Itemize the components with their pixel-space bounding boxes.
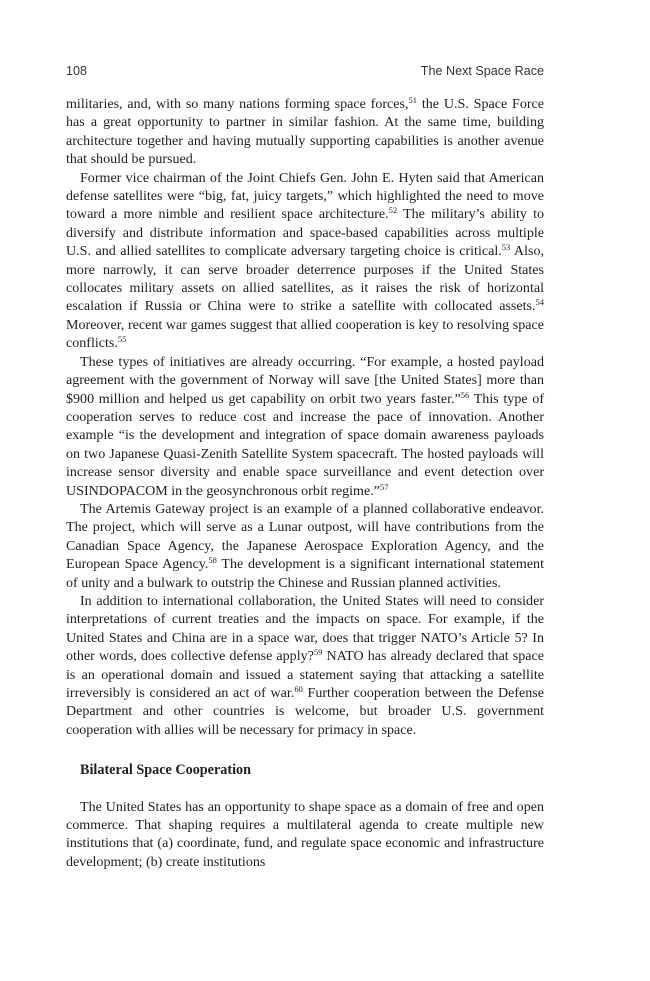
paragraph	[66, 592, 544, 739]
footnote-reference: 56	[460, 389, 470, 400]
footnote-reference: 55	[117, 334, 127, 345]
footnote-reference: 52	[388, 205, 398, 216]
text-run: These types of initiatives are already occurring. “For example, a hosted payload agreement with the government of Norway will save [the United States] more than $900 million and helped us get capability on orbit two years faster.”	[66, 353, 544, 407]
footnote-reference: 60	[294, 684, 303, 694]
footnote-reference: 54	[535, 297, 544, 308]
text-run: Also, more narrowly, it can serve broader deterrence purposes if the United States collocates military assets on allied satellites, as it raises the risk of horizontal escalation if Russia or China were to strike a satellite with collocated assets.	[66, 243, 544, 315]
text-run: The military’s ability to diversify and distribute information and space-based capabilities across multiple U.S. and allied satellites to complicate adversary targeting choice is critical.	[66, 206, 545, 260]
footnote-reference: 57	[379, 481, 389, 492]
paragraph	[66, 798, 544, 872]
text-run: The United States has an opportunity to shape space as a domain of free and open commerce. That shaping requires a multilateral agenda to create multiple new institutions that (a) coordinate, fund, and regulate space economic and infrastructure development; (b) create institutions	[66, 798, 544, 870]
footnote-reference: 51	[408, 95, 418, 105]
paragraph-group	[66, 95, 544, 739]
text-run: NATO has already declared that space is an operational domain and issued a statement saying that attacking a satellite irreversibly is considered an act of war.	[66, 648, 544, 701]
paragraph	[66, 500, 544, 592]
paragraph	[66, 353, 544, 500]
footnote-reference: 59	[313, 647, 323, 658]
body-text	[66, 95, 544, 871]
paragraph-group	[66, 798, 544, 872]
text-run: the U.S. Space Force has a great opportunity to partner in similar fashion. At the same time, building architecture together and having mutually supporting capabilities is another avenue that should be pursued.	[66, 96, 544, 168]
page-number: 108	[66, 64, 88, 78]
text-run: Moreover, recent war games suggest that allied cooperation is key to resolving space conflicts.	[66, 316, 544, 352]
text-run: Former vice chairman of the Joint Chiefs Gen. John E. Hyten said that American defense satellites were “big, fat, juicy targets,” which highlighted the need to move toward a more nimble and resilient space architecture.	[66, 169, 544, 223]
running-head-title: The Next Space Race	[420, 64, 544, 78]
running-head	[66, 64, 544, 80]
text-run: Further cooperation between the Defense Department and other countries is welcome, but broader U.S. government cooperation with allies will be necessary for primacy in space.	[66, 685, 544, 738]
text-run: militaries, and, with so many nations forming space forces,	[66, 96, 409, 112]
text-run: The Artemis Gateway project is an example of a planned collaborative endeavor. The project, which will serve as a Lunar outpost, will have contributions from the Canadian Space Agency, the Japanese Aerospace Exploration Agency, and the European Space Agency.	[66, 500, 544, 573]
paragraph	[66, 169, 544, 353]
text-run: The development is a significant international statement of unity and a bulwark to outstrip the Chinese and Russian planned activities.	[66, 556, 544, 591]
footnote-reference: 53	[501, 242, 511, 253]
text-run: In addition to international collaboration, the United States will need to consider interpretations of current treaties and the impacts on space. For example, if the United States and China are in a space war, does that trigger NATO’s Article 5? In other words, does collective defense apply?	[66, 592, 544, 665]
footnote-reference: 58	[208, 555, 217, 566]
section-heading: Bilateral Space Cooperation	[80, 762, 252, 779]
text-run: This type of cooperation serves to reduce cost and increase the pace of innovation. Another example “is the development and integration of space domain awareness payloads on two Japanese Quasi-Zenith Satellite System spacecraft. The hosted payloads will increase sensor diversity and enable space surveillance and event detection over USINDOPACOM in the geosynchronous orbit regime.”	[66, 390, 544, 499]
paragraph	[66, 95, 544, 169]
